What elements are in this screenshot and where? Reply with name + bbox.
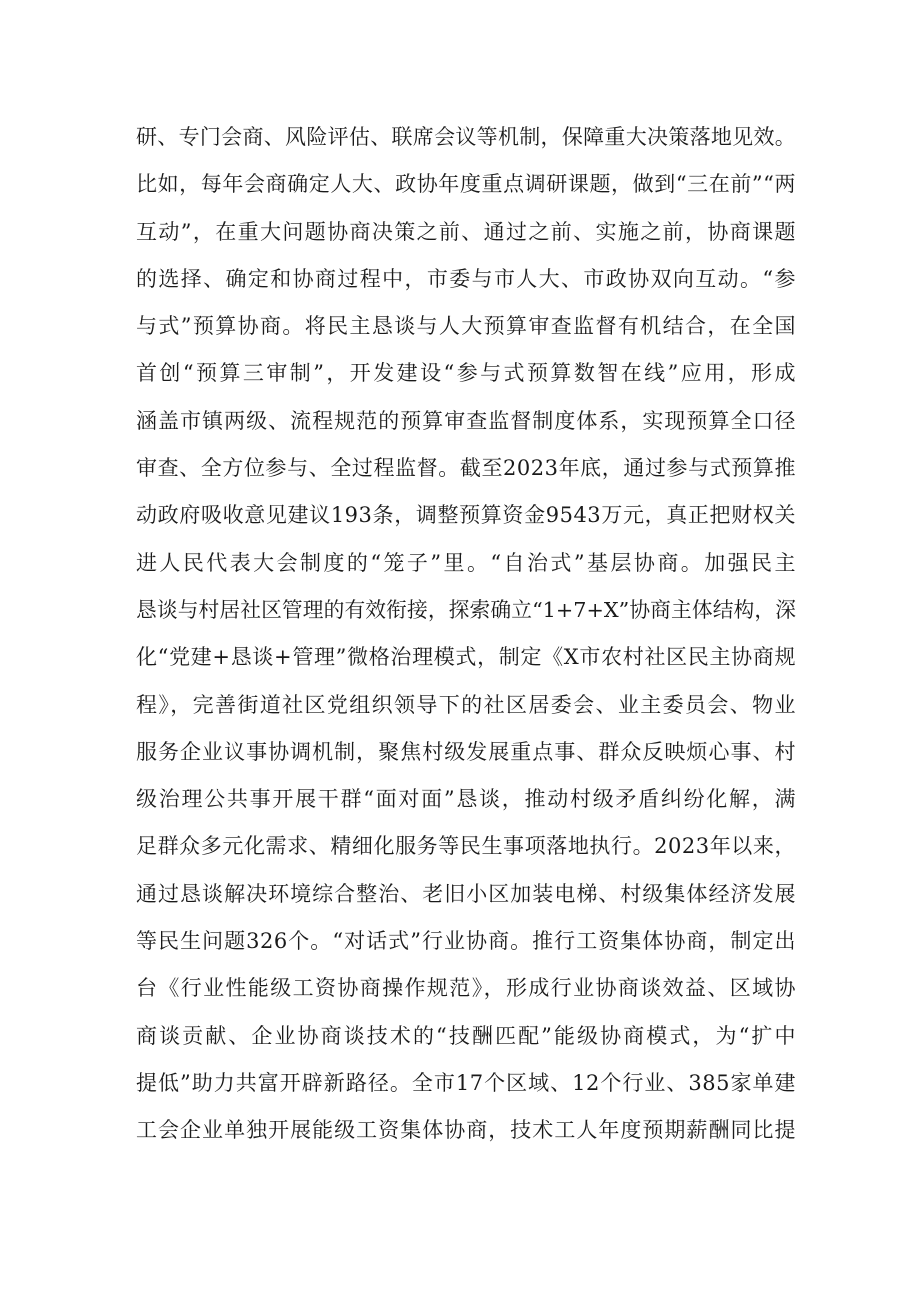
text-line: 互动”，在重大问题协商决策之前、通过之前、实施之前，协商课题 bbox=[136, 219, 796, 244]
text-line: 台《行业性能级工资协商操作规范》，形成行业协商谈效益、区域协 bbox=[136, 976, 796, 1001]
text-line: 涵盖市镇两级、流程规范的预算审查监督制度体系，实现预算全口径 bbox=[136, 408, 796, 433]
text-line: 服务企业议事协调机制，聚焦村级发展重点事、群众反映烦心事、村 bbox=[136, 739, 796, 764]
text-line: 动政府吸收意见建议193条，调整预算资金9543万元，真正把财权关 bbox=[136, 503, 796, 528]
text-line: 工会企业单独开展能级工资集体协商，技术工人年度预期薪酬同比提 bbox=[136, 1118, 796, 1143]
text-line: 比如，每年会商确定人大、政协年度重点调研课题，做到“三在前”“两 bbox=[136, 172, 796, 197]
text-line: 商谈贡献、企业协商谈技术的“技酬匹配”能级协商模式，为“扩中 bbox=[136, 1023, 796, 1048]
text-line: 通过恳谈解决环境综合整治、老旧小区加装电梯、村级集体经济发展 bbox=[136, 881, 796, 906]
text-line: 进人民代表大会制度的“笼子”里。“自治式”基层协商。加强民主 bbox=[136, 550, 796, 575]
text-line: 的选择、确定和协商过程中，市委与市人大、市政协双向互动。“参 bbox=[136, 266, 796, 291]
text-line: 级治理公共事开展干群“面对面”恳谈，推动村级矛盾纠纷化解，满 bbox=[136, 787, 796, 812]
text-line: 程》，完善街道社区党组织领导下的社区居委会、业主委员会、物业 bbox=[136, 692, 796, 717]
text-line: 等民生问题326个。“对话式”行业协商。推行工资集体协商，制定出 bbox=[136, 929, 796, 954]
text-line: 与式”预算协商。将民主恳谈与人大预算审查监督有机结合，在全国 bbox=[136, 314, 796, 339]
text-line: 研、专门会商、风险评估、联席会议等机制，保障重大决策落地见效。 bbox=[136, 125, 796, 149]
text-line: 提低”助力共富开辟新路径。全市17个区域、12个行业、385家单建 bbox=[136, 1070, 796, 1095]
text-line: 足群众多元化需求、精细化服务等民生事项落地执行。2023年以来， bbox=[136, 834, 796, 859]
text-line: 恳谈与村居社区管理的有效衔接，探索确立“1+7+X”协商主体结构，深 bbox=[136, 597, 796, 622]
text-line: 首创“预算三审制”，开发建设“参与式预算数智在线”应用，形成 bbox=[136, 361, 796, 386]
text-line: 化“党建+恳谈+管理”微格治理模式，制定《X市农村社区民主协商规 bbox=[136, 645, 796, 670]
text-line: 审查、全方位参与、全过程监督。截至2023年底，通过参与式预算推 bbox=[136, 456, 796, 481]
body-text bbox=[136, 114, 796, 1155]
